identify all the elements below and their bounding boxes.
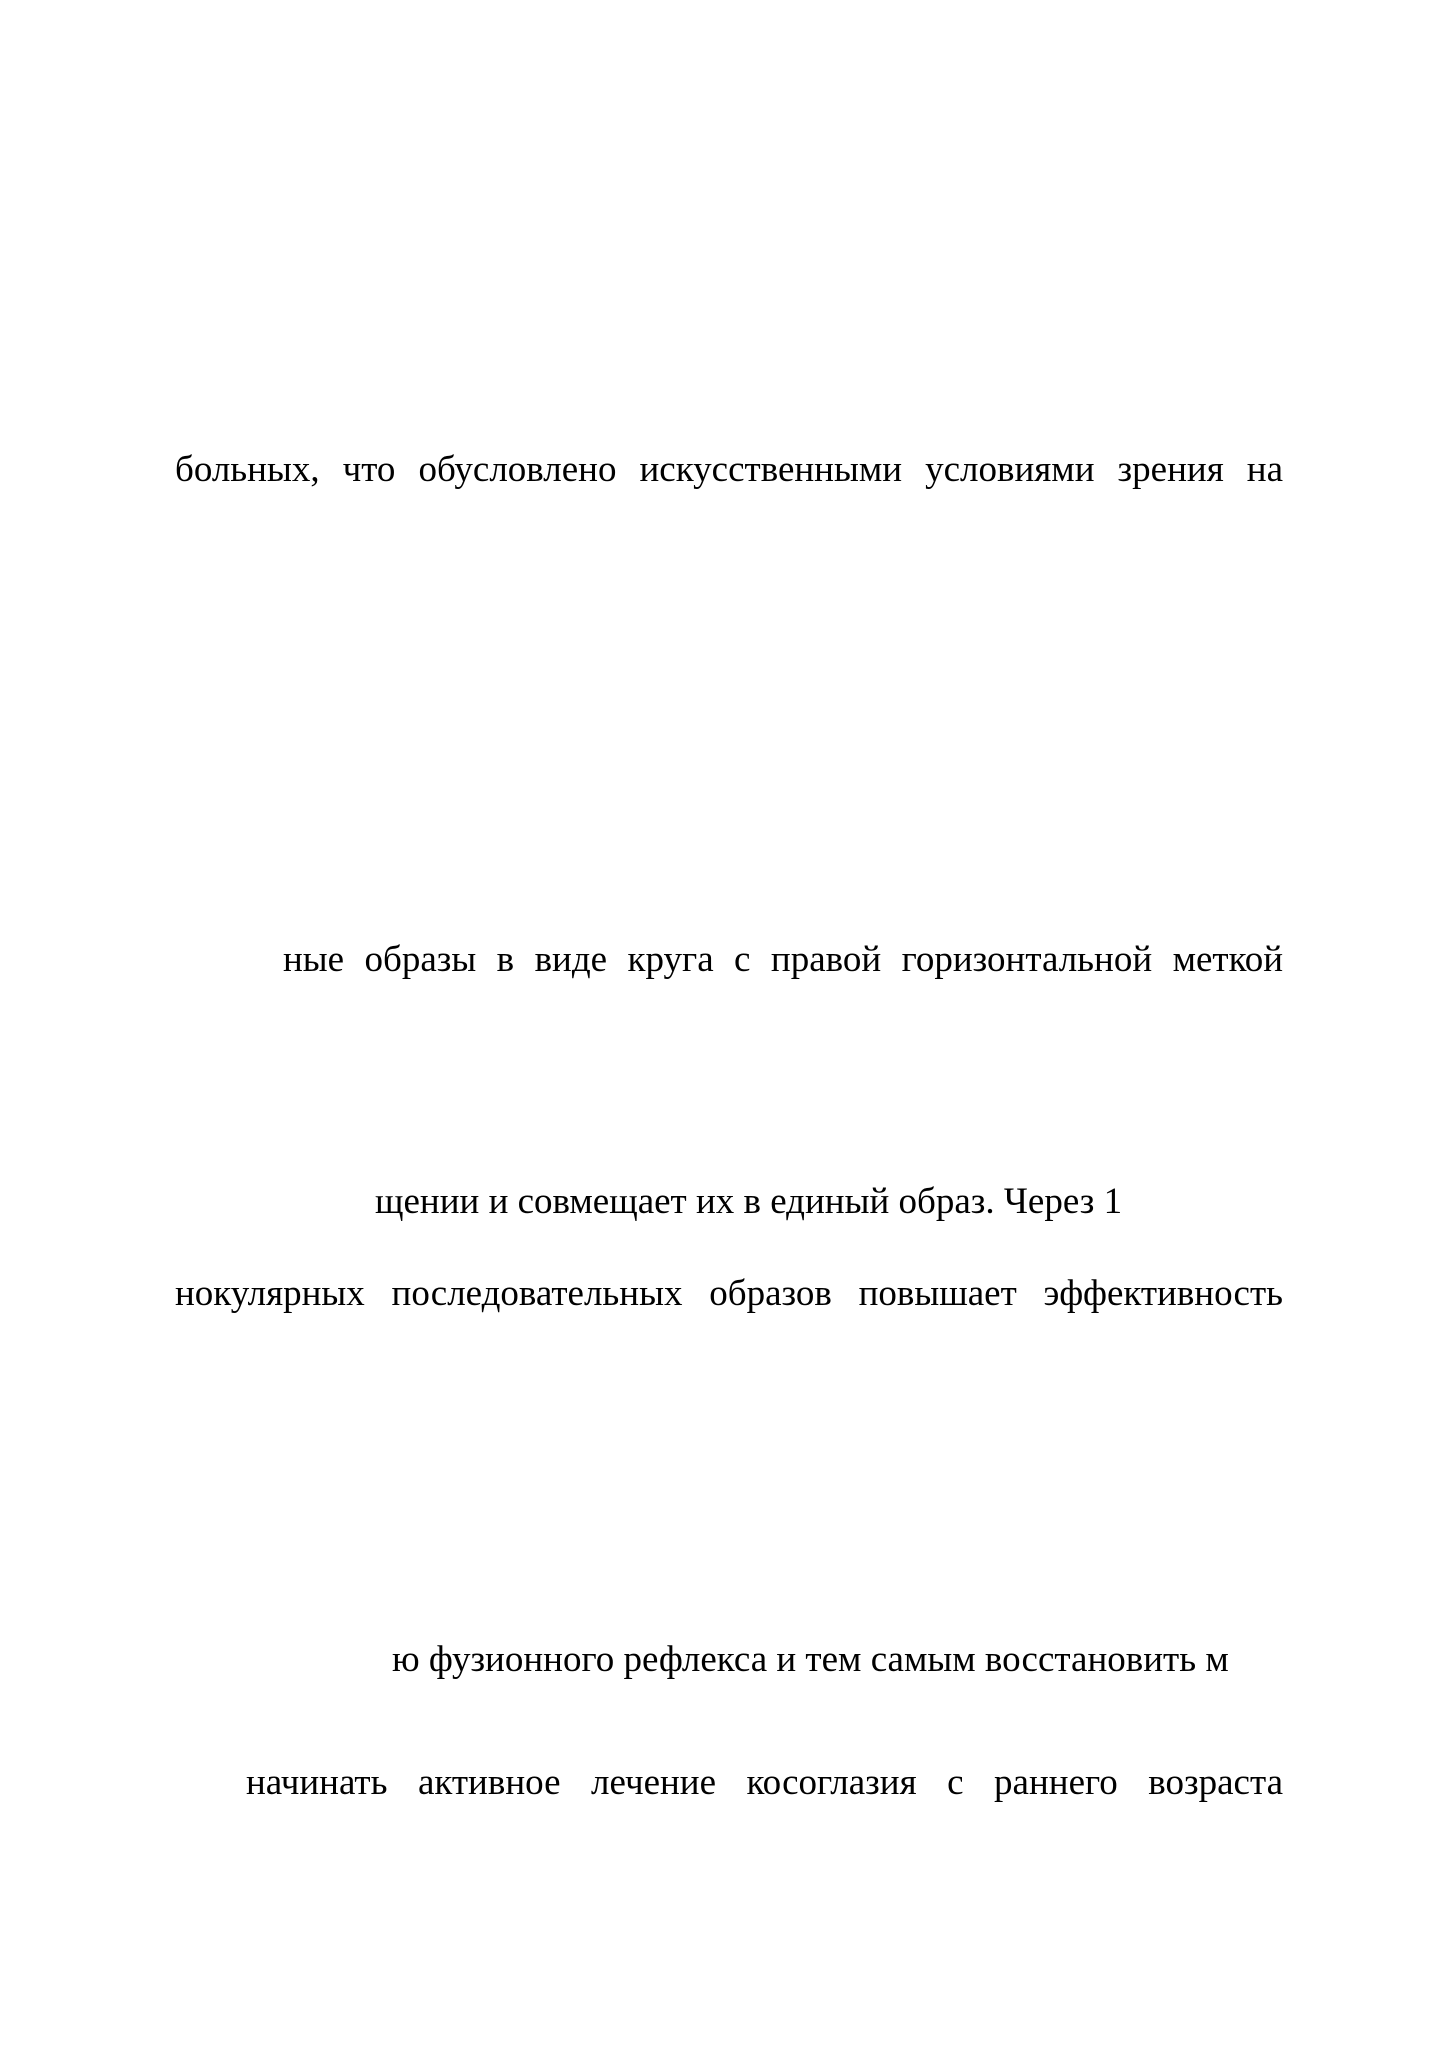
text-line: больных, что обусловлено искусственными условиями зрения на [175, 449, 1283, 490]
text-line: щении и совмещает их в единый образ. Через 1 [375, 1181, 1123, 1222]
text-line: нокулярных последовательных образов повышает эффективность [175, 1273, 1283, 1314]
text-line: начинать активное лечение косоглазия с раннего возраста [246, 1762, 1283, 1803]
text-line: ные образы в виде круга с правой горизонтальной меткой [283, 939, 1283, 980]
text-line: ю фузионного рефлекса и тем самым восстановить м [392, 1639, 1229, 1680]
